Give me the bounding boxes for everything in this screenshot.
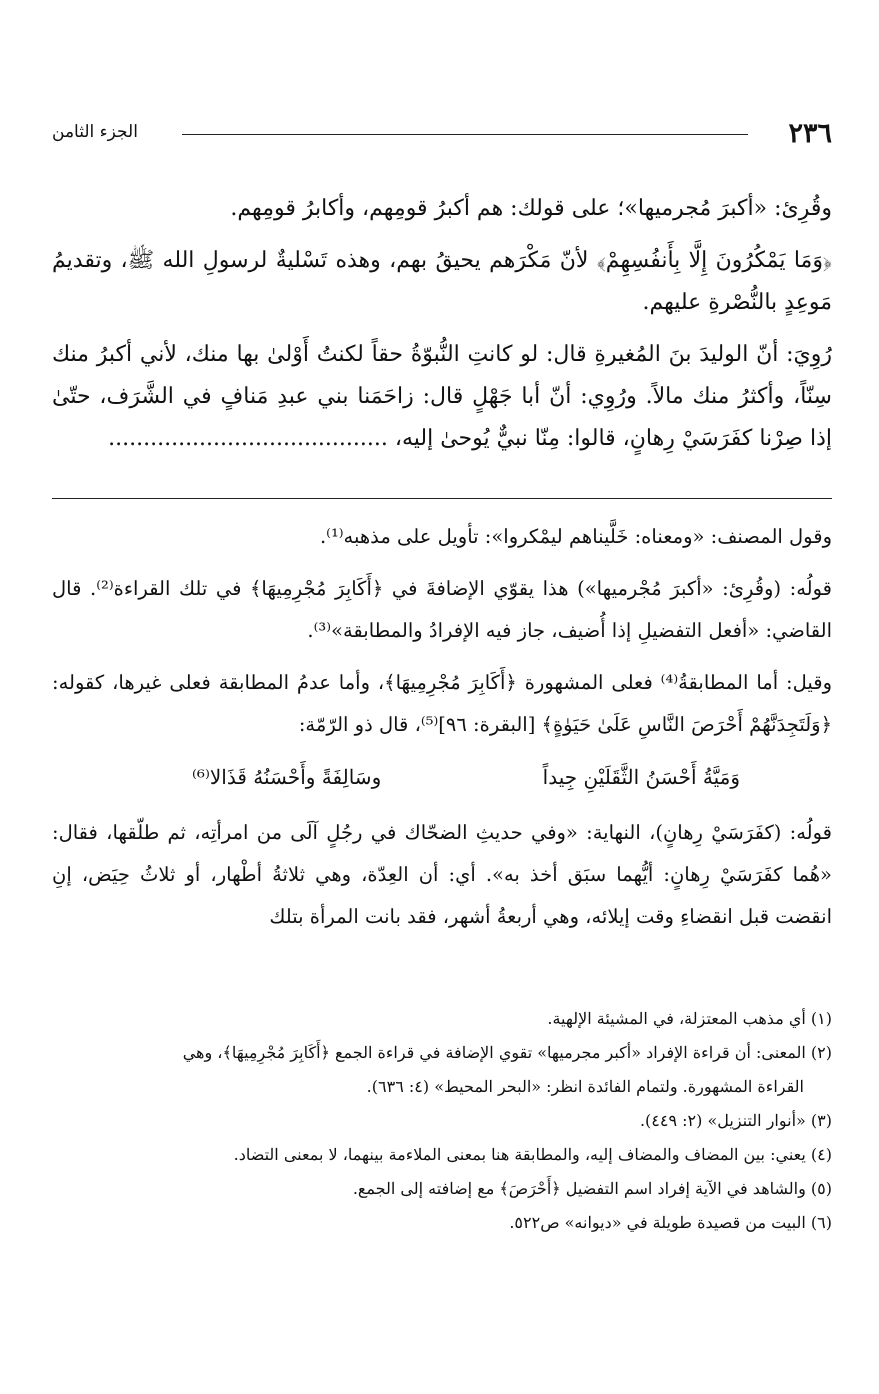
main-paragraph-2: ﴿وَمَا يَمْكُرُونَ إِلَّا بِأَنفُسِهِمْ﴾ لأنّ مَكْرَهم يحيقُ بهم، وهذه تَسْليةٌ لرسولِ الله ﷺ، وتقديمُ مَوعِدٍ بالنُّصْرةِ عليهم. bbox=[52, 248, 832, 315]
footnote-3: (٣) «أنوار التنزيل» (٢: ٤٤٩). bbox=[639, 1111, 832, 1130]
main-text bbox=[52, 188, 832, 470]
main-paragraph-1: وقُرِئ: «أكبرَ مُجرميها»؛ على قولك: هم أكبرُ قومِهم، وأكابرُ قومِهم. bbox=[230, 196, 832, 221]
header-rule bbox=[182, 134, 748, 135]
footnote-2-continuation: القراءة المشهورة. ولتمام الفائدة انظر: «البحر المحيط» (٤: ٦٣٦). bbox=[366, 1077, 804, 1096]
commentary-paragraph-3: وقيل: أما المطابقةُ⁽⁴⁾ فعلى المشهورة ﴿أَكَابِرَ مُجْرِمِيهَا﴾، وأما عدمُ المطابقة فعلى غيرها، كقوله: ﴿وَلَتَجِدَنَّهُمْ أَحْرَصَ النَّاسِ عَلَىٰ حَيَوٰةٍ﴾ [البقرة: ٩٦]⁽⁵⁾، قال ذو الرّمّة: bbox=[52, 671, 832, 736]
verse-second-hemistich: وسَالِفَةً وأَحْسَنُهُ قَذَالا⁽⁶⁾ bbox=[192, 765, 382, 789]
poetry-verse bbox=[52, 756, 832, 798]
commentary-paragraph-1: وقول المصنف: «ومعناه: خَلَّيناهم ليمْكروا»: تأويل على مذهبه⁽¹⁾. bbox=[319, 525, 832, 548]
footnote-1: (١) أي مذهب المعتزلة، في المشيئة الإلهية. bbox=[547, 1009, 832, 1028]
page-number: ٢٣٦ bbox=[788, 118, 832, 149]
commentary-paragraph-4: قولُه: (كفَرَسَيْ رِهانٍ)، النهاية: «وفي حديثِ الضحّاك في رجُلٍ آلَى من امرأتِه، ثم طلّقها، فقال: «هُما كفَرَسَيْ رِهانٍ: أيُّهما سبَق أخذ به». أي: أن العِدّة، وهي ثلاثةُ أطْهار، أو ثلاثُ حِيَض، إنِ انقضت قبل انقضاءِ وقت إيلائه، وهي أربعةُ أشهر، فقد بانت المرأة بتلك bbox=[52, 821, 832, 928]
main-text-divider bbox=[52, 498, 832, 499]
part-title: الجزء الثامن bbox=[52, 122, 138, 142]
verse-first-hemistich: وَمَيَّةُ أَحْسَنُ الثَّقَلَيْنِ جِيداً bbox=[542, 765, 740, 789]
commentary-paragraph-2: قولُه: (وقُرِئ: «أكبرَ مُجْرميها») هذا يقوّي الإضافةَ في ﴿أَكَابِرَ مُجْرِمِيهَا﴾ في تلك القراءة⁽²⁾. قال القاضي: «أفعل التفضيلِ إذا أُضيف، جاز فيه الإفرادُ والمطابقة»⁽³⁾. bbox=[52, 577, 832, 642]
continuation-dots: ........................................ bbox=[108, 426, 388, 451]
commentary bbox=[52, 516, 832, 948]
footnote-2: (٢) المعنى: أن قراءة الإفراد «أكبر مجرميها» تقوي الإضافة في قراءة الجمع ﴿أَكَابِرَ مُجْرِمِيهَا﴾، وهي bbox=[182, 1043, 832, 1062]
footnote-6: (٦) البيت من قصيدة طويلة في «ديوانه» ص٥٢٢. bbox=[509, 1213, 832, 1232]
main-paragraph-3-text: رُوِيَ: أنّ الوليدَ بنَ المُغيرةِ قال: لو كانتِ النُّبوّةُ حقاً لكنتُ أَوْلىٰ بها منك، لأني أكبرُ منك سِنّاً، وأكثرُ منك مالاً. ورُوِي: أنّ أبا جَهْلٍ قال: زاحَمَنا بني عبدِ مَنافٍ في الشَّرَف، حتّىٰ إذا صِرْنا كفَرَسَيْ رِهانٍ، قالوا: مِنّا نبيٌّ يُوحىٰ إليه، bbox=[52, 342, 832, 451]
footnote-4: (٤) يعني: بين المضاف والمضاف إليه، والمطابقة هنا بمعنى الملاءمة بينهما، لا بمعنى التضاد. bbox=[233, 1145, 832, 1164]
main-paragraph-3 bbox=[52, 334, 832, 460]
page-header bbox=[52, 118, 832, 148]
footnotes bbox=[52, 1002, 832, 1240]
footnote-5: (٥) والشاهد في الآية إفراد اسم التفضيل ﴿أَحْرَصَ﴾ مع إضافته إلى الجمع. bbox=[352, 1179, 832, 1198]
